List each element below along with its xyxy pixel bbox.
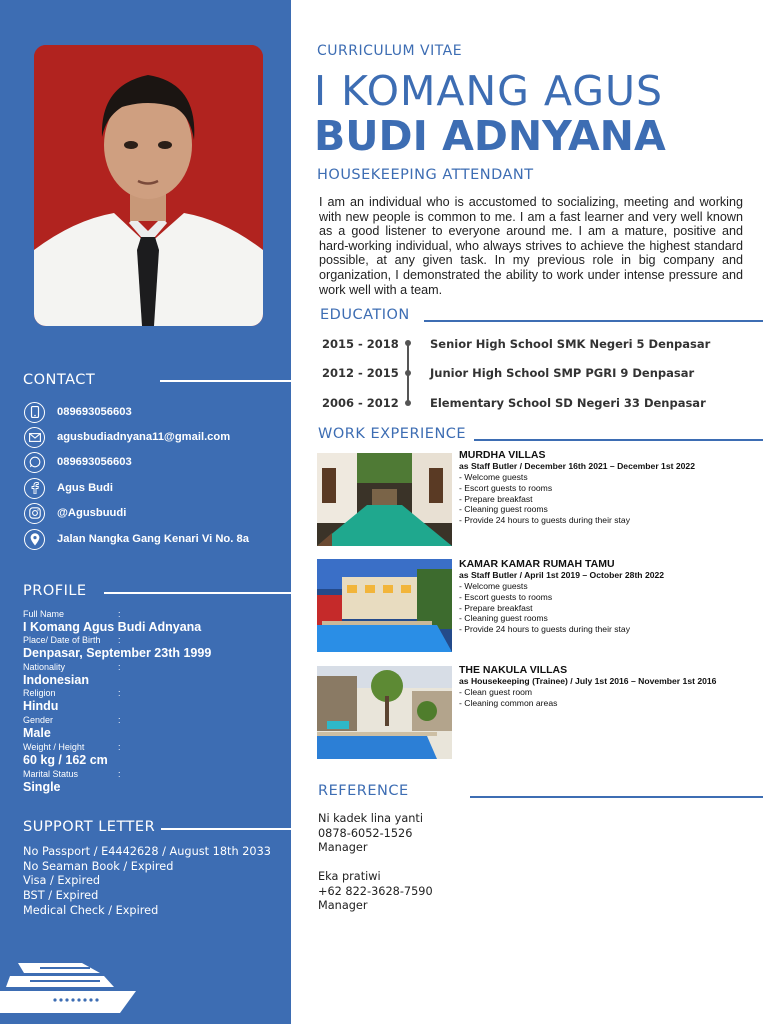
education-school: Senior High School SMK Negeri 5 Denpasar (430, 337, 711, 351)
profile-full-name (23, 609, 283, 635)
reference-person (318, 812, 423, 856)
name-first-line: I KOMANG AGUS (314, 67, 664, 115)
profile-nationality (23, 662, 283, 688)
work-company: MURDHA VILLAS (459, 449, 546, 461)
job-title: HOUSEKEEPING ATTENDANT (317, 167, 534, 183)
work-heading: WORK EXPERIENCE (318, 426, 467, 442)
contact-email-text: agusbudiadnyana11@gmail.com (57, 431, 231, 443)
profile-label: Religion (23, 688, 56, 698)
work-item-nakula (459, 664, 759, 709)
work-role: as Housekeeping (Trainee) / July 1st 2016 – November 1st 2016 (459, 676, 717, 686)
profile-label: Place/ Date of Birth (23, 635, 101, 645)
profile-value: Hindu (23, 699, 59, 713)
education-divider (424, 320, 763, 322)
profile-heading: PROFILE (23, 583, 87, 599)
contact-instagram[interactable] (24, 502, 126, 524)
profile-weight-height (23, 742, 283, 768)
contact-instagram-text: @Agusbuudi (57, 507, 127, 519)
cruise-ship-icon (0, 945, 140, 1021)
instagram-icon (24, 503, 45, 524)
timeline-dot (405, 400, 411, 406)
profile-colon: : (118, 688, 121, 698)
support-divider (161, 828, 291, 830)
work-company: THE NAKULA VILLAS (459, 664, 568, 676)
profile-marital (23, 769, 283, 795)
contact-heading: CONTACT (23, 372, 96, 388)
support-item: Visa / Expired (23, 874, 101, 888)
support-item: Medical Check / Expired (23, 903, 159, 917)
work-duty: - Cleaning guest rooms (459, 504, 548, 515)
support-item: No Seaman Book / Expired (23, 859, 174, 873)
contact-address[interactable] (24, 528, 249, 550)
education-years: 2015 - 2018 (322, 337, 399, 351)
profile-colon: : (118, 715, 121, 725)
profile-colon: : (118, 742, 121, 752)
support-heading: SUPPORT LETTER (23, 819, 156, 835)
cv-label: CURRICULUM VITAE (317, 43, 463, 59)
support-item: No Passport / E4442628 / August 18th 2033 (23, 845, 271, 858)
email-icon (24, 427, 45, 448)
profile-photo (34, 45, 263, 326)
work-duty: - Clean guest room (459, 687, 533, 697)
work-role: as Staff Butler / April 1st 2019 – October 28th 2022 (459, 570, 665, 580)
profile-label: Marital Status (23, 769, 79, 779)
profile-colon: : (118, 609, 121, 619)
work-duty: - Provide 24 hours to guests during their stay (459, 515, 631, 526)
contact-whatsapp[interactable] (24, 451, 132, 473)
contact-address-text: Jalan Nangka Gang Kenari Vi No. 8a (57, 533, 249, 545)
profile-value: Single (23, 780, 61, 794)
profile-label: Nationality (23, 662, 66, 672)
profile-value: I Komang Agus Budi Adnyana (23, 620, 202, 634)
work-duty: - Welcome guests (459, 581, 528, 591)
work-duty: - Prepare breakfast (459, 602, 533, 613)
reference-name: Ni kadek lina yanti (318, 812, 423, 825)
profile-gender (23, 715, 283, 741)
work-duty: - Escort guests to rooms (459, 591, 553, 602)
phone-icon (24, 402, 45, 423)
work-duty: - Welcome guests (459, 472, 528, 482)
education-years: 2012 - 2015 (322, 366, 399, 380)
support-item: BST / Expired (23, 889, 99, 903)
profile-label: Weight / Height (23, 742, 85, 752)
work-item-murdha (459, 449, 759, 526)
reference-position: Manager (318, 899, 368, 913)
reference-heading: REFERENCE (318, 783, 409, 799)
work-duty: - Provide 24 hours to guests during their stay (459, 624, 631, 635)
kamar-kamar-photo (317, 559, 452, 652)
education-years: 2006 - 2012 (322, 396, 399, 410)
profile-value: Denpasar, September 23th 1999 (23, 646, 212, 660)
contact-email[interactable] (24, 426, 230, 448)
work-company: KAMAR KAMAR RUMAH TAMU (459, 558, 615, 570)
reference-phone: 0878-6052-1526 (318, 826, 413, 840)
profile-colon: : (118, 662, 121, 672)
profile-birth (23, 635, 283, 661)
contact-facebook-text: Agus Budi (57, 482, 113, 494)
reference-position: Manager (318, 841, 368, 855)
sidebar (0, 0, 291, 1024)
reference-name: Eka pratiwi (318, 870, 381, 883)
timeline-dot (405, 370, 411, 376)
whatsapp-icon (24, 452, 45, 473)
profile-divider (104, 592, 291, 594)
work-duty: - Cleaning common areas (459, 697, 558, 708)
profile-value: Indonesian (23, 673, 89, 687)
about-paragraph: I am an individual who is accustomed to socializing, meeting and working with new people is common to me. I am a fast learner and very well known as a good listener to everyone around me. I am a mature, positive and hard-working individual, who always strives to achieve the highest standard possible, at any given task. In my previous role in big company and organization, I demonstrated the ability to work under intense pressure and work well with a team. (319, 195, 743, 297)
name-second-line: BUDI ADNYANA (314, 112, 666, 160)
work-duty: - Cleaning guest rooms (459, 613, 548, 624)
profile-value: 60 kg / 162 cm (23, 753, 108, 767)
contact-phone-text: 089693056603 (57, 406, 132, 418)
profile-label: Full Name (23, 609, 65, 619)
profile-value: Male (23, 726, 51, 740)
work-item-kamar (459, 558, 759, 635)
education-school: Junior High School SMP PGRI 9 Denpasar (430, 366, 695, 380)
education-heading: EDUCATION (320, 307, 410, 323)
facebook-icon (24, 478, 45, 499)
location-icon (24, 529, 45, 550)
timeline-dot (405, 340, 411, 346)
contact-divider (160, 380, 291, 382)
reference-person (318, 870, 433, 914)
reference-phone: +62 822-3628-7590 (318, 884, 433, 898)
contact-whatsapp-text: 089693056603 (57, 456, 132, 468)
education-school: Elementary School SD Negeri 33 Denpasar (430, 396, 706, 410)
contact-phone[interactable] (24, 401, 132, 423)
profile-label: Gender (23, 715, 54, 725)
murdha-villas-photo (317, 453, 452, 546)
work-divider (474, 439, 763, 441)
work-duty: - Escort guests to rooms (459, 482, 553, 493)
nakula-villas-photo (317, 666, 452, 759)
work-duty: - Prepare breakfast (459, 493, 533, 504)
work-role: as Staff Butler / December 16th 2021 – December 1st 2022 (459, 461, 695, 471)
profile-religion (23, 688, 283, 714)
profile-colon: : (118, 635, 121, 645)
reference-divider (470, 796, 763, 798)
profile-colon: : (118, 769, 121, 779)
support-list (23, 845, 271, 919)
contact-facebook[interactable] (24, 477, 113, 499)
